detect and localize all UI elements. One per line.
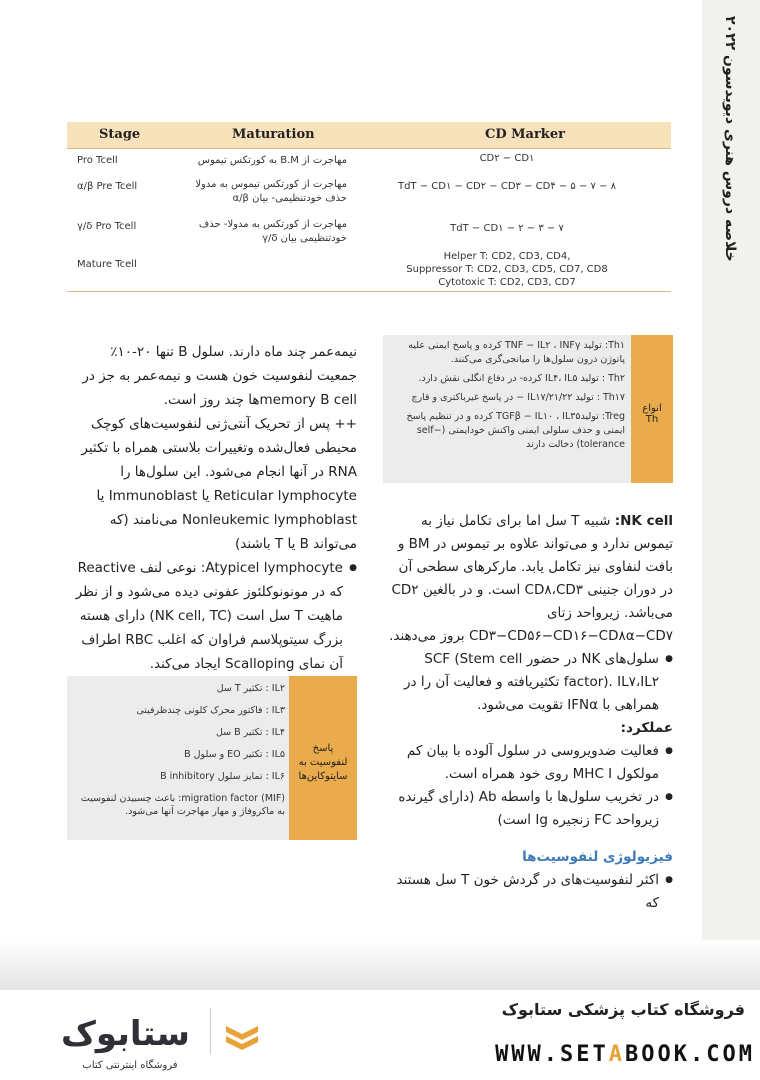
chevron-logo-icon bbox=[222, 1016, 262, 1056]
nk-label: NK cell: bbox=[614, 513, 673, 529]
table-cell-stage: γ/δ Pro Tcell bbox=[77, 221, 137, 232]
table-cell-cd: TdT − CD۱ − CD۲ − CD۳ − CD۴ − ۵ − ۷ − ۸ bbox=[397, 181, 617, 192]
nk-bullet: ● سلول‌های NK در حضور SCF (Stem cell factor). IL۷،IL۲ تکثیریافته و فعالیت آن را در همراهی با IFNα تقویت می‌شود. bbox=[383, 648, 673, 717]
th-box-label: انواع Th bbox=[642, 403, 662, 425]
cytokine-box-label: پاسخ لنفوسیت به سایتوکاین‌ها bbox=[298, 743, 348, 782]
cytokine-item: IL۴ : تکثیر B سل bbox=[215, 727, 285, 738]
brand-subtitle: فروشگاه اینترنتی کتاب bbox=[82, 1060, 178, 1071]
nk-text: شبیه T سل اما برای تکامل نیاز به تیموس ندارد و می‌تواند علاوه بر تیموس در BM و بافت لنفاوی نیز تکامل یابد. مارکرهای سطحی آن در دوران جنینی CD۸،CD۳ است. و در بالغین CD۲ می‌باشد. زیرواحد زتای CD۳−CD۵۶−CD۱۶−CD۸α−CD۷ بروز می‌دهند. bbox=[389, 513, 673, 644]
url-part: WWW.SET bbox=[495, 1042, 609, 1067]
cd-line: Cytotoxic T: CD2, CD3, CD7 bbox=[438, 277, 576, 288]
cd-line: Helper T: CD2, CD3, CD4, bbox=[443, 251, 571, 262]
cytokine-box-tab bbox=[289, 676, 357, 840]
table-header bbox=[67, 122, 671, 148]
table-cell-stage: Pro Tcell bbox=[77, 155, 118, 166]
table-cell-maturation: مهاجرت از B.M به کورتکس تیموس bbox=[197, 155, 347, 166]
cytokine-item: IL۳ : فاکتور محرک کلونی چندظرفیتی bbox=[136, 705, 285, 716]
function-bullet: ● فعالیت ضدویروسی در سلول آلوده با بیان کم مولکول MHC I روی خود همراه است. bbox=[383, 740, 673, 786]
th-item: Th۲ : تولید IL۴، IL۵ کرده- در دفاع انگلی نقش دارد. bbox=[418, 373, 625, 384]
cytokine-box bbox=[67, 676, 357, 840]
cytokine-item: migration factor (MIF): باعث چسبیدن لنفوسیت به ماکروفاژ و مهار مهاجرت آنها می‌شود. bbox=[80, 793, 285, 817]
header-stage: Stage bbox=[99, 127, 141, 142]
table-bottom-border bbox=[67, 291, 671, 292]
url-accent: A bbox=[608, 1042, 626, 1067]
cytokine-box-content bbox=[73, 682, 285, 827]
th-item: Th۱۷ : تولید IL۱۷/۲۱/۲۲ − در پاسخ غیرباکتری و قارچ bbox=[411, 392, 625, 403]
side-gutter bbox=[702, 0, 760, 985]
header-maturation: Maturation bbox=[232, 127, 315, 142]
table-cell-cd: CD۲ − CD۱ bbox=[479, 153, 535, 164]
table-cell-cd: TdT − CD۱ − ۲ − ۳ − ۷ bbox=[450, 223, 564, 234]
th-item: Th۱: تولید TNF − IL۲ ، INFγ کرده و پاسخ ایمنی علیه پاتوژن درون سلول‌ها را میانجی‌گری می‌کنند. bbox=[408, 340, 625, 365]
function-title: عملکرد: bbox=[620, 720, 673, 736]
th-item: Treg: تولیدTGFβ − IL۱۰ ، IL۳۵ کرده و در تنظیم پاسخ ایمنی و حذف سلولی ایمنی واکنش خودایمنی (self− tolerance) دخالت دارند bbox=[406, 411, 625, 450]
b-cell-section bbox=[67, 340, 357, 676]
atypical-lymphocyte-bullet: ● Atypicel lymphocyte: نوعی لنف Reactive که در مونونوکلئوز عفونی دیده می‌شود و از نظر ماهیت T سل است (NK cell, TC) دارای هسته بزرگ سیتوپلاسم فراوان که اغلب RBC اطراف آن نمای Scalloping ایجاد می‌کند. bbox=[67, 556, 357, 676]
cytokine-item: IL۵ : تکثیر EO و سلول B bbox=[184, 749, 285, 760]
physiology-bullet: ● اکثر لنفوسیت‌های در گردش خون T سل هستند که bbox=[383, 869, 673, 915]
url-part: BOOK.COM bbox=[625, 1042, 755, 1067]
b-cell-paragraph: نیمه‌عمر چند ماه دارند. سلول B تنها ۲۰-۱۰٪ جمعیت لنفوسیت خون هست و نیمه‌عمر به جز در memory B cellها چند روز است. bbox=[82, 344, 357, 408]
table-cell-stage: Mature Tcell bbox=[77, 259, 137, 270]
brand-name: ستابوک bbox=[61, 1014, 190, 1054]
cytokine-item: IL۶ : تمایز سلول B inhibitory bbox=[160, 771, 285, 782]
store-name: فروشگاه کتاب پزشکی ستابوک bbox=[501, 1000, 745, 1019]
table-cell-maturation: مهاجرت از کورتکس تیموس به مدولا حذف خودتنظیمی- بیان α/β bbox=[195, 179, 347, 204]
tcell-stage-table bbox=[67, 122, 671, 292]
th-box-content bbox=[389, 339, 625, 457]
cd-line: Suppressor T: CD2, CD3, CD5, CD7, CD8 bbox=[406, 264, 608, 275]
setabook-logo[interactable] bbox=[30, 1000, 210, 1070]
table-cell-cd-mature bbox=[357, 250, 657, 289]
nk-paragraph bbox=[383, 510, 673, 648]
blast-paragraph: ++ پس از تحریک آنتی‌ژنی لنفوسیت‌های کوچک محیطی فعال‌شده وتغییرات بلاستی همراه با تکثیر RNA در آنها انجام می‌شود. این سلول‌ها را Reticular lymphocyte یا Immunoblast یا Nonleukemic lymphoblast می‌نامند (که می‌تواند B یا T باشند) bbox=[81, 416, 357, 552]
running-title: خلاصه دروس هنری دیویدسون ۲۰۲۲ bbox=[722, 16, 738, 262]
page-bottom-fade bbox=[0, 940, 760, 990]
nk-cell-section bbox=[383, 510, 673, 915]
table-cell-stage: α/β Pre Tcell bbox=[77, 181, 138, 192]
footer-banner bbox=[0, 990, 760, 1080]
th-types-box bbox=[383, 335, 673, 483]
header-cd-marker: CD Marker bbox=[485, 127, 565, 142]
logo-divider bbox=[210, 1008, 211, 1054]
physiology-heading: فیزیولوژی لنفوسیت‌ها bbox=[522, 849, 673, 865]
table-cell-maturation: مهاجرت از کورتکس به مدولا- حذف خودتنظیمی بیان γ/δ bbox=[198, 219, 347, 244]
function-bullet: ● در تخریب سلول‌ها با واسطه Ab (دارای گیرنده زیرواحد FC زنجیره Ig است) bbox=[383, 786, 673, 832]
table-divider bbox=[67, 148, 671, 149]
th-box-tab bbox=[631, 335, 673, 483]
cytokine-item: IL۲ : تکثیر T سل bbox=[216, 683, 285, 694]
store-url[interactable] bbox=[395, 1042, 755, 1067]
